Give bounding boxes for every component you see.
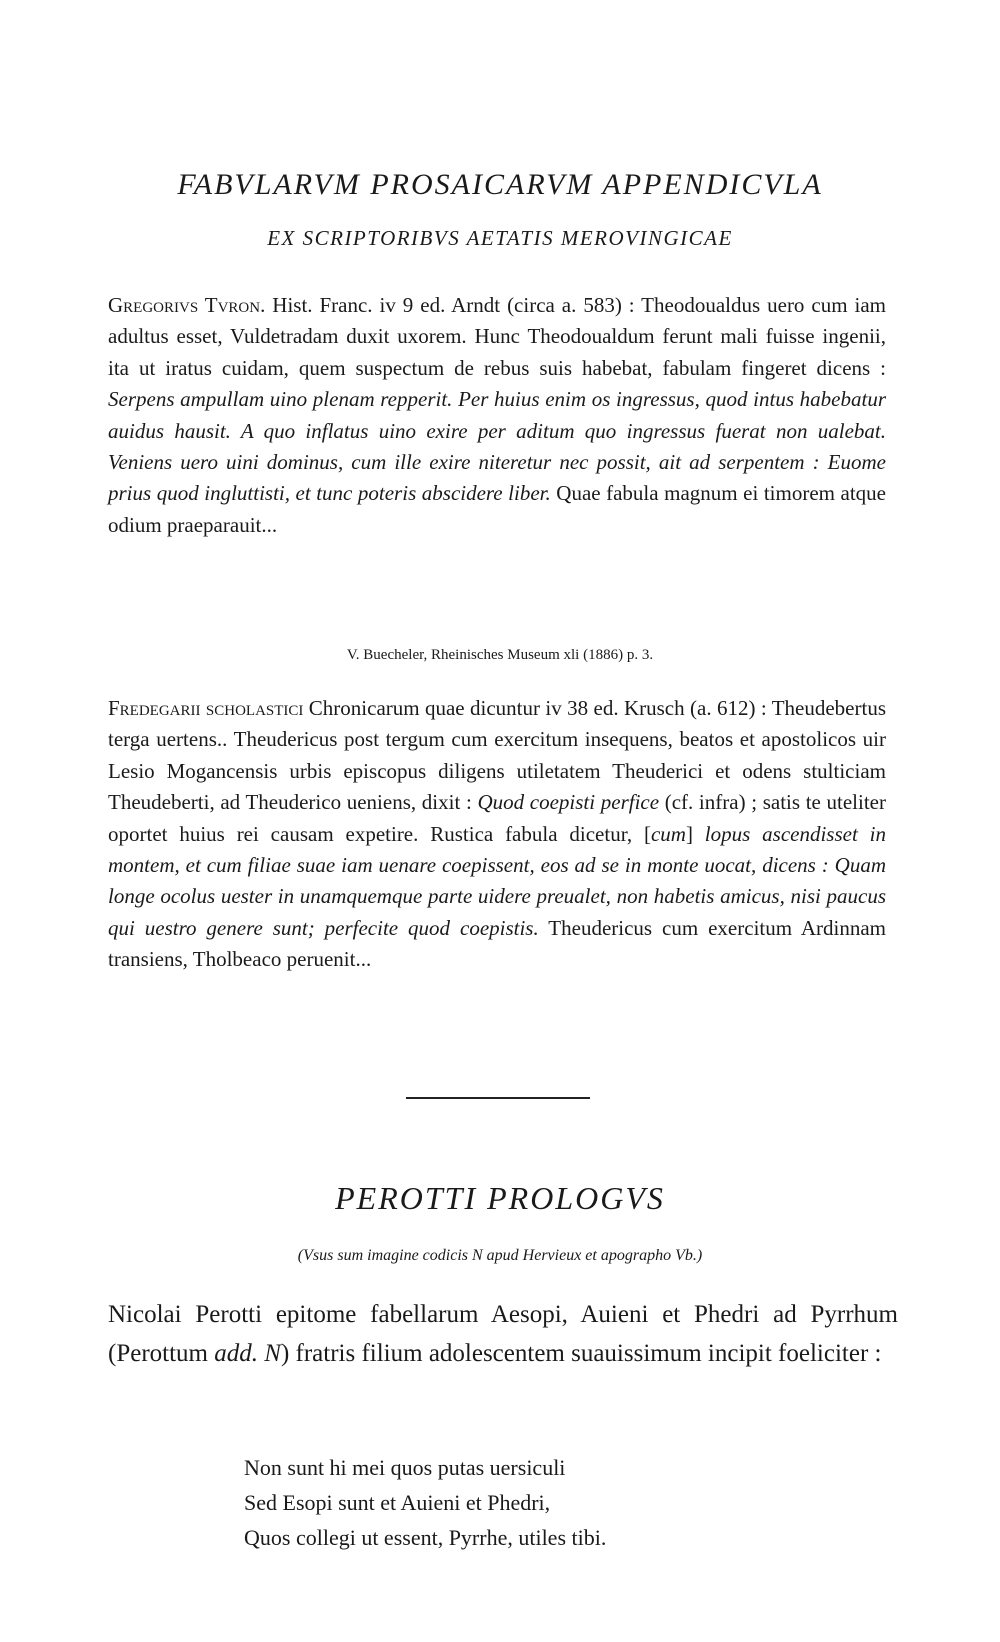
perotti-intro-add: add. N — [214, 1340, 281, 1367]
verse-line: Quos collegi ut essent, Pyrrhe, utiles tibi. — [244, 1525, 607, 1550]
perotti-title: PEROTTI PROLOGVS — [335, 1180, 665, 1216]
fredegarius-quote-1: Quod coepisti perfice — [477, 790, 660, 815]
verse-line: Sed Esopi sunt et Auieni et Phedri, — [244, 1490, 551, 1515]
fredegarius-paragraph — [108, 693, 886, 976]
fredegarius-text-1: Chronicarum quae dicuntur iv 38 ed. Krusch (a. 612) : Theudebertus terga uertens.. Theudericus post tergum cum exercitum insequens, beatos et apostolicos uir Lesio Mogancensis urbis episcopus diligens utiletatem Theuderici et odens stulticiam Theudeberti, ad Theuderico ueniens, dixit : — [108, 696, 886, 815]
perotti-note: (Vsus sum imagine codicis N apud Hervieux et apographo Vb.) — [297, 1247, 703, 1264]
author-fredegarius: Fredegarii scholastici — [108, 696, 304, 720]
reference-note: V. Buecheler, Rheinisches Museum xli (1886) p. 3. — [346, 647, 654, 663]
page-title: FABVLARVM PROSAICARVM APPENDICVLA — [177, 168, 823, 201]
perotti-intro — [108, 1295, 898, 1373]
fredegarius-quote-3: lopus ascendisset in montem, et cum filiae suae iam uenare coepissent, eos ad se in monte uocat, dicens : Quam longe ocolus uester in unamquemque parte uidere preualet, non habetis amicus, nisi paucus qui uestro genere sunt; perfecite quod coepistis. — [108, 821, 886, 940]
verse-block — [244, 1450, 844, 1555]
page-subtitle: EX SCRIPTORIBVS AETATIS MEROVINGICAE — [267, 226, 733, 250]
gregorius-text: Hist. Franc. iv 9 ed. Arndt (circa a. 583) : Theodoualdus uero cum iam adultus esset, Vuldetradam duxit uxorem. Hunc Theodoualdum ferunt mali fuisse ingenii, ita ut iratus cuidam, quem suspectum de rebus suis habebat, fabulam fingeret dicens : — [108, 293, 886, 380]
perotti-intro-text-2: ) fratris filium adolescentem suauissimum incipit foeliciter : — [280, 1340, 882, 1367]
fredegarius-text-3: ] — [685, 821, 705, 846]
section-divider — [406, 1097, 590, 1099]
perotti-intro-text-1: Nicolai Perotti epitome fabellarum Aesopi, Auieni et Phedri ad Pyrrhum (Perottum — [108, 1301, 898, 1367]
gregorius-quote: Serpens ampullam uino plenam repperit. Per huius enim os ingressus, quod intus habebatur auidus hausit. A quo inflatus uino exire per aditum quo ingressus fuerat non ualebat. Veniens uero uini dominus, cum ille exire niteretur nec possit, ait ad serpentem : Euome prius quod ingluttisti, et tunc poteris abscidere liber. — [108, 387, 886, 506]
author-gregorius: Gregorivs Tvron. — [108, 293, 266, 317]
gregorius-paragraph — [108, 290, 886, 541]
fredegarius-quote-2: cum — [650, 821, 686, 846]
fredegarius-text-4: Theudericus cum exercitum Ardinnam transiens, Tholbeaco peruenit... — [108, 915, 886, 972]
gregorius-tail: Quae fabula magnum ei timorem atque odium praeparauit... — [108, 481, 886, 537]
verse-line: Non sunt hi mei quos putas uersiculi — [244, 1455, 566, 1480]
fredegarius-text-2: (cf. infra) ; satis te uteliter oportet huius rei causam expetire. Rustica fabula dicetur, [ — [108, 790, 886, 846]
